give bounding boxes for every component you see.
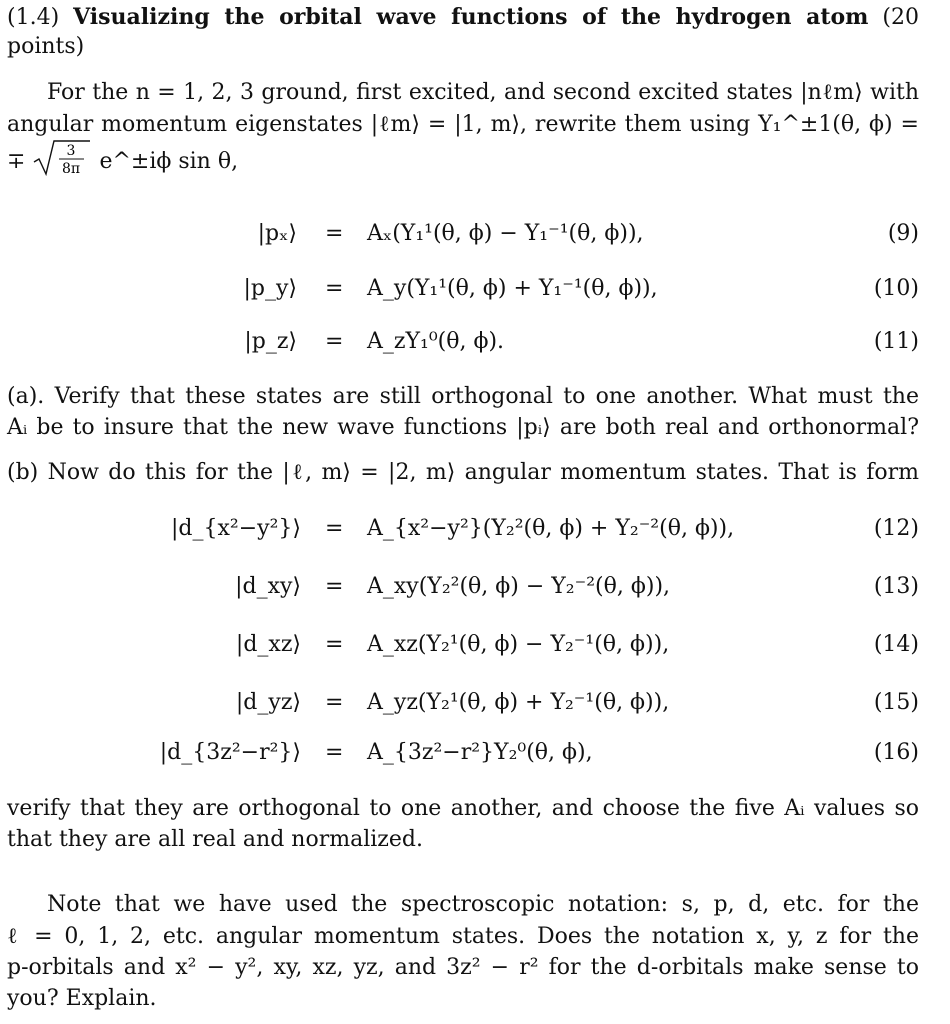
equation-lhs: |d_xy⟩ — [235, 574, 301, 599]
equation-rhs: A_xz(Y₂¹(θ, ϕ) − Y₂⁻¹(θ, ϕ)), — [367, 632, 670, 657]
equation-equals: = — [325, 690, 344, 715]
equation-number: (16) — [873, 740, 919, 765]
equation-rhs: A_zY₁⁰(θ, ϕ). — [367, 329, 505, 354]
equation-rhs: Aₓ(Y₁¹(θ, ϕ) − Y₁⁻¹(θ, ϕ)), — [367, 221, 644, 246]
equation-lhs: |pₓ⟩ — [257, 221, 297, 246]
equation-12 — [7, 516, 919, 552]
equation-11 — [7, 329, 919, 365]
equation-16 — [7, 740, 919, 776]
frac-denominator: 8π — [62, 161, 81, 177]
part-a-line-1: (a). Verify that these states are still orthogonal to one another. What must the — [7, 384, 919, 409]
problem-number: (1.4) — [7, 5, 60, 30]
equation-number: (9) — [887, 221, 919, 246]
equation-rhs: A_xy(Y₂²(θ, ϕ) − Y₂⁻²(θ, ϕ)), — [367, 574, 671, 599]
equation-lhs: |d_{x²−y²}⟩ — [171, 516, 301, 541]
note-line-4: you? Explain. — [7, 986, 157, 1011]
equation-rhs: A_yz(Y₂¹(θ, ϕ) + Y₂⁻¹(θ, ϕ)), — [367, 690, 670, 715]
equation-lhs: |d_xz⟩ — [235, 632, 301, 657]
part-a-line-2: Aᵢ be to insure that the new wave functions |pᵢ⟩ are both real and orthonormal? — [7, 415, 919, 440]
equation-rhs: A_y(Y₁¹(θ, ϕ) + Y₁⁻¹(θ, ϕ)), — [367, 276, 658, 301]
equation-equals: = — [325, 632, 344, 657]
equation-9 — [7, 221, 919, 257]
part-b-line-1: (b) Now do this for the |ℓ, m⟩ = |2, m⟩ angular momentum states. That is form — [7, 460, 919, 485]
equation-number: (14) — [873, 632, 919, 657]
equation-equals: = — [325, 276, 344, 301]
equation-number: (11) — [873, 329, 919, 354]
equation-equals: = — [325, 574, 344, 599]
intro-sign: ∓ — [7, 149, 26, 174]
equation-equals: = — [325, 221, 344, 246]
verify-line-2: that they are all real and normalized. — [7, 827, 423, 852]
problem-header — [7, 3, 919, 32]
equation-equals: = — [325, 740, 344, 765]
equation-lhs: |d_yz⟩ — [235, 690, 301, 715]
equation-10 — [7, 276, 919, 312]
intro-line-3 — [7, 143, 239, 186]
equation-14 — [7, 632, 919, 668]
problem-points-part2: points) — [7, 34, 85, 59]
document-page — [7, 0, 919, 1024]
equation-rhs: A_{x²−y²}(Y₂²(θ, ϕ) + Y₂⁻²(θ, ϕ)), — [367, 516, 735, 541]
note-line-2: ℓ = 0, 1, 2, etc. angular momentum states. Does the notation x, y, z for the — [7, 924, 919, 949]
equation-number: (15) — [873, 690, 919, 715]
sqrt-fraction — [32, 138, 92, 178]
equation-lhs: |d_{3z²−r²}⟩ — [159, 740, 301, 765]
equation-number: (10) — [873, 276, 919, 301]
intro-line-1: For the n = 1, 2, 3 ground, first excited, and second excited states |nℓm⟩ with — [47, 80, 919, 105]
equation-lhs: |p_y⟩ — [243, 276, 297, 301]
intro-exp-sin: e^±iϕ sin θ, — [99, 149, 239, 174]
note-line-1: Note that we have used the spectroscopic notation: s, p, d, etc. for the — [47, 892, 919, 917]
problem-points-part1: (20 — [882, 5, 919, 30]
equation-rhs: A_{3z²−r²}Y₂⁰(θ, ϕ), — [367, 740, 593, 765]
equation-15 — [7, 690, 919, 726]
equation-number: (12) — [873, 516, 919, 541]
equation-lhs: |p_z⟩ — [244, 329, 297, 354]
note-line-3: p-orbitals and x² − y², xy, xz, yz, and 3z² − r² for the d-orbitals make sense to — [7, 955, 919, 980]
frac-numerator: 3 — [66, 143, 76, 159]
problem-title: Visualizing the orbital wave functions of the hydrogen atom — [73, 4, 869, 30]
equation-13 — [7, 574, 919, 610]
intro-line-2: angular momentum eigenstates |ℓm⟩ = |1, m⟩, rewrite them using Y₁^±1(θ, ϕ) = — [7, 112, 919, 137]
equation-equals: = — [325, 329, 344, 354]
verify-line-1: verify that they are orthogonal to one another, and choose the five Aᵢ values so — [7, 796, 919, 821]
equation-equals: = — [325, 516, 344, 541]
equation-number: (13) — [873, 574, 919, 599]
